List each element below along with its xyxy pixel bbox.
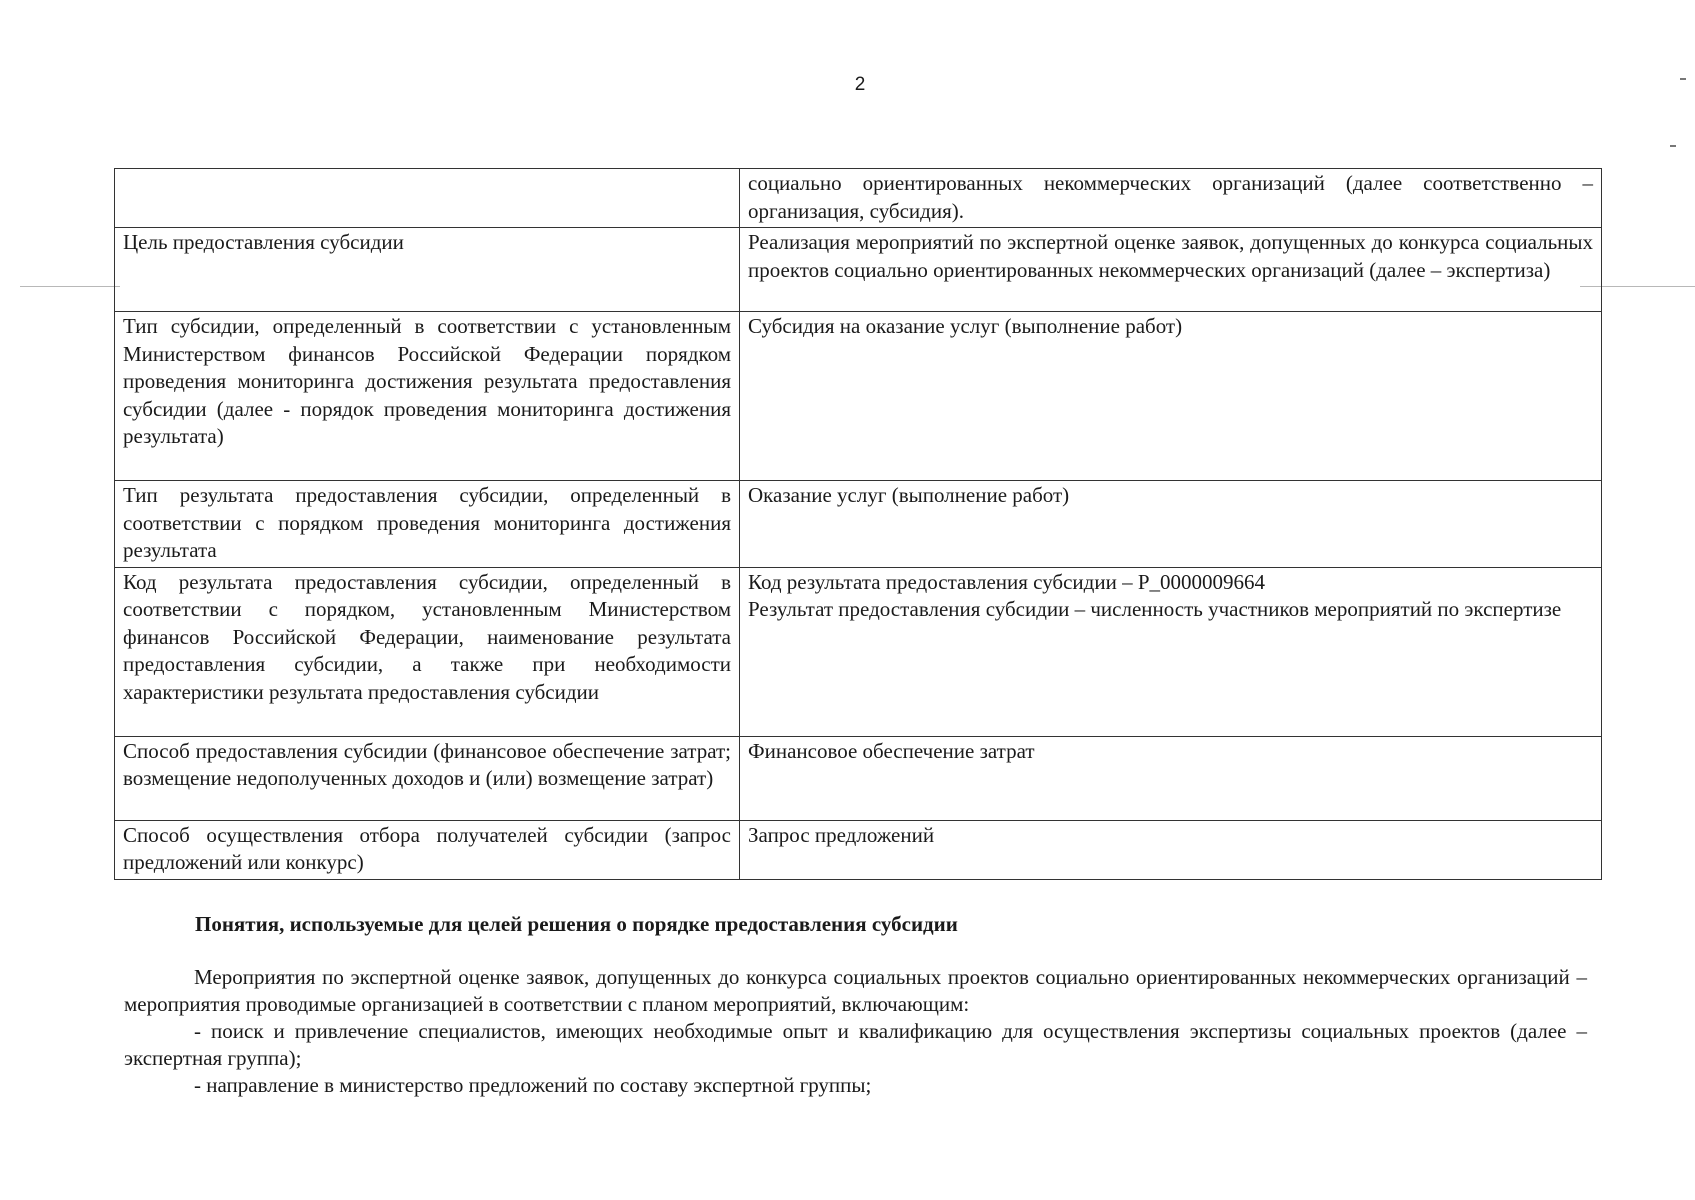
table-cell-value: Финансовое обеспечение затрат — [740, 736, 1602, 820]
scan-artifact-mark — [1670, 145, 1676, 147]
table-cell-label: Тип результата предоставления субсидии, определенный в соответствии с порядком проведения мониторинга достижения результата — [115, 481, 740, 568]
table-cell-label: Код результата предоставления субсидии, определенный в соответствии с порядком, установленным Министерством финансов Российской Федерации, наименование результата предоставления субсидии, а также при необходимости характеристики результата предоставления субсидии — [115, 567, 740, 736]
result-code: Код результата предоставления субсидии – Р_0000009664 — [748, 569, 1266, 594]
section-body — [124, 964, 1587, 1099]
table-cell-label: Тип субсидии, определенный в соответствии с установленным Министерством финансов Российской Федерации порядком проведения мониторинга достижения результата предоставления субсидии (далее - порядок проведения мониторинга достижения результата) — [115, 312, 740, 481]
table-row — [115, 820, 1602, 879]
result-description: Результат предоставления субсидии – численность участников мероприятий по экспертизе — [748, 597, 1562, 621]
table-cell-label — [115, 169, 740, 228]
table-row — [115, 312, 1602, 481]
table-cell-label: Цель предоставления субсидии — [115, 228, 740, 312]
table-cell-label: Способ предоставления субсидии (финансовое обеспечение затрат; возмещение недополученных доходов и (или) возмещение затрат) — [115, 736, 740, 820]
table-cell-value: Оказание услуг (выполнение работ) — [740, 481, 1602, 568]
page-number: 2 — [854, 74, 866, 95]
table-cell-value: социально ориентированных некоммерческих организаций (далее соответственно – организация, субсидия). — [740, 169, 1602, 228]
table-row — [115, 481, 1602, 568]
paragraph: Мероприятия по экспертной оценке заявок, допущенных до конкурса социальных проектов социально ориентированных некоммерческих организаций – мероприятия проводимые организацией в соответствии с планом мероприятий, включающим: — [124, 965, 1587, 1016]
table-cell-label: Способ осуществления отбора получателей субсидии (запрос предложений или конкурс) — [115, 820, 740, 879]
list-item: - направление в министерство предложений по составу экспертной группы; — [194, 1073, 872, 1097]
scan-artifact-mark — [1680, 78, 1686, 80]
table-cell-value — [740, 567, 1602, 736]
table-cell-value: Субсидия на оказание услуг (выполнение работ) — [740, 312, 1602, 481]
section-heading: Понятия, используемые для целей решения о порядке предоставления субсидии — [195, 912, 958, 936]
table-cell-value: Реализация мероприятий по экспертной оценке заявок, допущенных до конкурса социальных проектов социально ориентированных некоммерческих организаций (далее – экспертиза) — [740, 228, 1602, 312]
table-row — [115, 567, 1602, 736]
table-row — [115, 169, 1602, 228]
table-row — [115, 736, 1602, 820]
table-cell-value: Запрос предложений — [740, 820, 1602, 879]
subsidy-info-table — [114, 168, 1602, 880]
list-item: - поиск и привлечение специалистов, имеющих необходимые опыт и квалификацию для осуществления экспертизы социальных проектов (далее – экспертная группа); — [124, 1019, 1587, 1070]
scan-artifact-line-left — [20, 286, 120, 287]
table-row — [115, 228, 1602, 312]
